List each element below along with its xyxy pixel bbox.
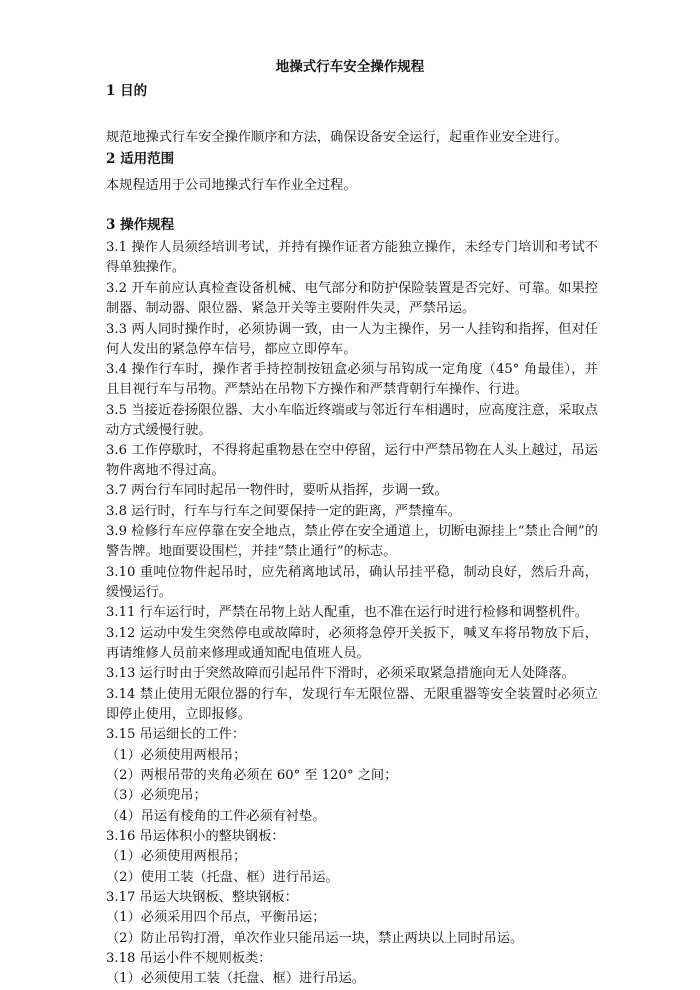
sub-list-item: （2）防止吊钩打滑，单次作业只能吊运一块，禁止两块以上同时吊运。 bbox=[106, 931, 524, 946]
document-title: 地操式行车安全操作规程 bbox=[275, 59, 425, 75]
rule-item-3-2: 3.2 开车前应认真检查设备机械、电气部分和防护保险装置是否完好、可靠。如果控制器、制动器、限位器、紧急开关等主要附件失灵，严禁吊运。 bbox=[106, 281, 598, 316]
sub-section-title-3-15: 3.15 吊运细长的工件： bbox=[106, 727, 246, 742]
scope-paragraph: 本规程适用于公司地操式行车作业全过程。 bbox=[106, 178, 357, 193]
rule-item-3-7: 3.7 两台行车同时起吊一物件时，要听从指挥，步调一致。 bbox=[106, 483, 448, 498]
sub-section-title-3-16: 3.16 吊运体积小的整块钢板： bbox=[106, 829, 285, 844]
sub-section-title-3-18: 3.18 吊运小件不规则板类： bbox=[106, 951, 272, 966]
sub-list-item: （2）两根吊带的夹角必须在 60° 至 120° 之间； bbox=[106, 768, 398, 783]
sub-list-item: （1）必须采用四个吊点，平衡吊运； bbox=[106, 910, 326, 925]
sub-section-title-3-17: 3.17 吊运大块钢板、整块钢板： bbox=[106, 890, 298, 905]
rule-item-3-10: 3.10 重吨位物件起吊时，应先稍离地试吊，确认吊挂平稳，制动良好，然后升高，缓慢运行。 bbox=[106, 565, 598, 600]
rule-item-3-1: 3.1 操作人员须经培训考试，并持有操作证者方能独立操作，未经专门培训和考试不得单独操作。 bbox=[106, 240, 598, 275]
section-heading-rules: 3 操作规程 bbox=[106, 217, 175, 233]
purpose-paragraph: 规范地操式行车安全操作顺序和方法，确保设备安全运行，起重作业安全进行。 bbox=[106, 130, 568, 145]
rule-item-3-12: 3.12 运动中发生突然停电或故障时，必须将急停开关扳下，喊叉车将吊物放下后，再请维修人员前来修理或通知配电值班人员。 bbox=[106, 626, 598, 661]
rule-item-3-11: 3.11 行车运行时，严禁在吊物上站人配重，也不准在运行时进行检修和调整机件。 bbox=[106, 605, 588, 620]
sub-list-item: （1）必须使用两根吊； bbox=[106, 849, 247, 864]
rule-item-3-8: 3.8 运行时，行车与行车之间要保持一定的距离，严禁撞车。 bbox=[106, 504, 461, 519]
section-heading-purpose: 1 目的 bbox=[106, 83, 148, 99]
sub-list-item: （4）吊运有棱角的工件必须有衬垫。 bbox=[106, 809, 326, 824]
sub-list-item: （1）必须使用两根吊； bbox=[106, 748, 247, 763]
sub-list-item: （2）使用工装（托盘、框）进行吊运。 bbox=[106, 870, 339, 885]
rule-item-3-5: 3.5 当接近卷扬限位器、大小车临近终端或与邻近行车相遇时，应高度注意，采取点动方式缓慢行驶。 bbox=[106, 403, 598, 438]
rule-item-3-6: 3.6 工作停歇时，不得将起重物悬在空中停留，运行中严禁吊物在人头上越过，吊运物件离地不得过高。 bbox=[106, 443, 598, 478]
rule-item-3-3: 3.3 两人同时操作时，必须协调一致，由一人为主操作，另一人挂钩和指挥，但对任何人发出的紧急停车信号，都应立即停车。 bbox=[106, 322, 598, 357]
section-heading-scope: 2 适用范围 bbox=[106, 151, 175, 167]
rule-item-3-4: 3.4 操作行车时，操作者手持控制按钮盒必须与吊钩成一定角度（45° 角最佳），并且目视行车与吊物。严禁站在吊物下方操作和严禁背朝行车操作、行进。 bbox=[106, 362, 598, 397]
rule-item-3-9: 3.9 检修行车应停靠在安全地点，禁止停在安全通道上，切断电源挂上“禁止合闸”的警告牌。地面要设围栏，并挂“禁止通行”的标志。 bbox=[106, 524, 598, 559]
sub-list-item: （1）必须使用工装（托盘、框）进行吊运。 bbox=[106, 971, 365, 986]
rule-item-3-13: 3.13 运行时由于突然故障而引起吊件下滑时，必须采取紧急措施向无人处降落。 bbox=[106, 666, 575, 681]
rule-item-3-14: 3.14 禁止使用无限位器的行车，发现行车无限位器、无限重器等安全装置时必须立即停止使用，立即报修。 bbox=[106, 687, 598, 722]
sub-list-item: （3）必须兜吊； bbox=[106, 788, 207, 803]
